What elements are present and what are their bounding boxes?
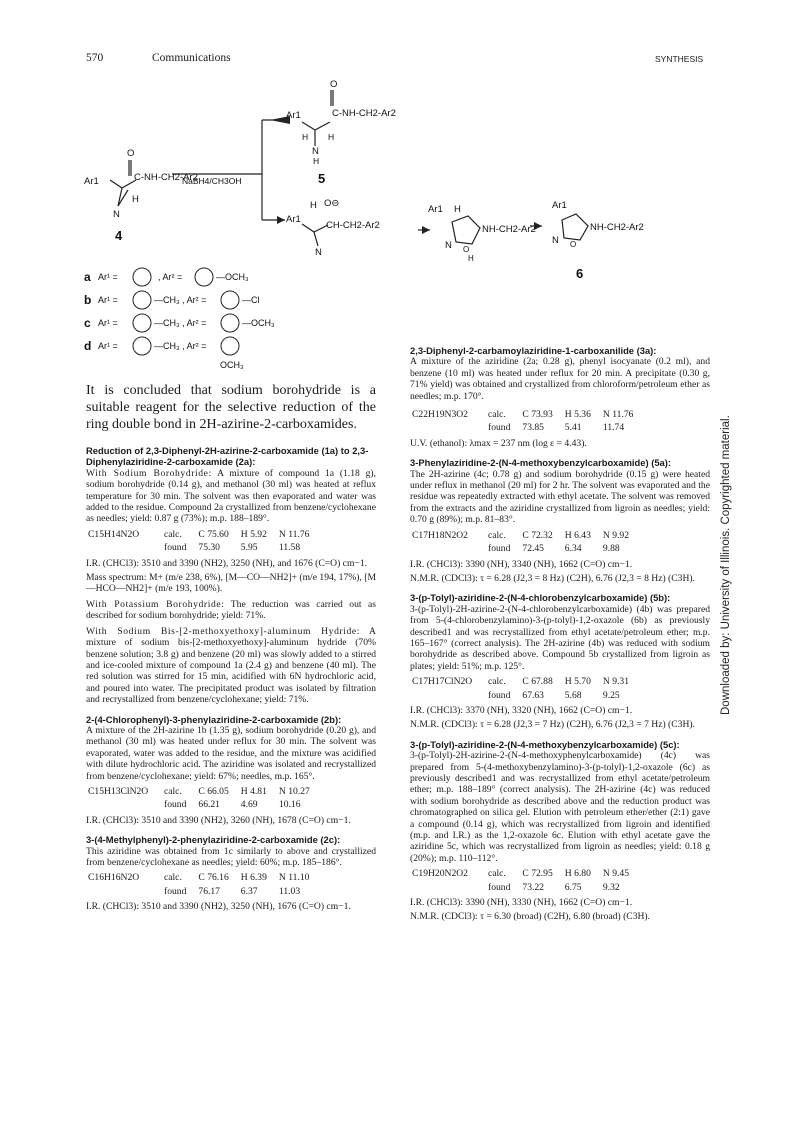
ir-2a: I.R. (CHCl3): 3510 and 3390 (NH2), 3250 (NH), and 1676 (C=O) cm−1. xyxy=(86,557,368,569)
svg-text:H: H xyxy=(302,132,309,142)
svg-text:O: O xyxy=(330,80,338,90)
running-section-title: Communications xyxy=(152,52,231,64)
section-title-5b: 3-(p-Tolyl)-aziridine-2-(N-4-chlorobenzylcarboxamide) (5b): xyxy=(410,592,671,604)
analysis-5c: C19H20N2O2 calc. C 72.95 H 6.80 N 9.45 found 73.22 6.75 9.32 xyxy=(412,868,630,893)
nmr-5b: N.M.R. (CDCl3): τ = 6.28 (J2,3 = 7 Hz) (C2H), 6.76 (J2,3 = 7 Hz) (C3H). xyxy=(410,719,695,731)
svg-text:—CH₃ , Ar² =: —CH₃ , Ar² = xyxy=(154,341,207,351)
svg-text:CH-CH2-Ar2: CH-CH2-Ar2 xyxy=(326,220,380,231)
svg-text:Ar¹ =: Ar¹ = xyxy=(98,341,118,351)
svg-text:4: 4 xyxy=(115,228,123,243)
svg-text:N: N xyxy=(113,209,120,220)
procedure-5b: 3-(p-Tolyl)-2H-azirine-2-(N-4-chlorobenzylcarboxamide) (4b) was prepared from 5-(4-chlorobenzylamino)-3-(p-tolyl)-1,2-oxazole (6b) as previously described1 and was recrystallized from ethyl acetate/petroleum ether; m.p. 165–167° (correct analysis). The 2H-azirine (4b) was reduced with sodium borohydride as described above. Compound 5b crystallized from ligroin as plates; yield: 51%; m.p. 125°. xyxy=(410,603,710,672)
svg-text:O⊖: O⊖ xyxy=(324,198,340,209)
ir-2b: I.R. (CHCl3): 3510 and 3390 (NH2), 3260 (NH), 1678 (C=O) cm−1. xyxy=(86,814,351,826)
svg-text:N: N xyxy=(445,240,452,251)
svg-text:H: H xyxy=(313,156,320,166)
analysis-3a: C22H19N3O2 calc. C 73.93 H 5.36 N 11.76 found 73.85 5.41 11.74 xyxy=(412,409,634,434)
procedure-2b: A mixture of the 2H-azirine 1b (1.35 g), sodium borohydride (0.20 g), and methanol (30 ml) was heated under reflux for 30 min. The solvent was evaporated, water was added to the residue, and the mixture was acidified with dilute hydrochloric acid. The aziridine was isolated and recrystallized from benzene/cyclohexane; yield: 67%; needles, m.p. 165°. xyxy=(86,724,376,782)
svg-text:d: d xyxy=(84,339,92,353)
procedure-2a-aluminum-hydride: With Sodium Bis-[2-methoxyethoxy]-aluminum Hydride: A mixture of sodium bis-[2-methoxyethoxy]-aluminum hydride (70% benzene solution; 3.8 g) and benzene (20 ml) was slowly added to a stirred and ice-cooled mixture of compound 1a (2.4 g) and benzene (40 ml). The red solution was stirred for 15 min, acidified with 6N hydrochloric acid, and poured into water. The precipitated product was isolated by filtration and recrystallized from benzene/cyclohexane; yield: 71%. xyxy=(86,625,376,706)
svg-text:Ar1: Ar1 xyxy=(286,214,301,225)
svg-text:H: H xyxy=(454,204,461,215)
procedure-5a: The 2H-azirine (4c; 0.78 g) and sodium borohydride (0.15 g) were heated under reflux in methanol (20 ml) for 2 hr. The solvent was evaporated and the residue was repeatedly extracted with ethyl acetate. The solvent was removed from the extracts and the aziridine crystallized from ligroin as needles; yield: 0.70 g (89%); m.p. 81–83°. xyxy=(410,468,710,526)
svg-text:N: N xyxy=(552,235,559,246)
svg-text:NH-CH2-Ar2: NH-CH2-Ar2 xyxy=(482,224,536,235)
conclusion-text: It is concluded that sodium borohydride is a suitable reagent for the selective reduction of the ring double bond in 2H-azirine-2-carboxamides. xyxy=(86,383,376,432)
nmr-5c: N.M.R. (CDCl3): τ = 6.30 (broad) (C2H), 6.80 (broad) (C3H). xyxy=(410,911,651,923)
svg-text:—CH₃ , Ar² =: —CH₃ , Ar² = xyxy=(154,318,207,328)
section-title-2a: Reduction of 2,3-Diphenyl-2H-azirine-2-carboxamide (1a) to 2,3-Diphenylaziridine-2-carboxamide (2a): xyxy=(86,445,369,468)
svg-text:Ar1: Ar1 xyxy=(84,176,99,187)
ir-5c: I.R. (CHCl3): 3390 (NH), 3330 (NH), 1662 (C=O) cm−1. xyxy=(410,897,633,909)
procedure-3a: A mixture of the aziridine (2a; 0.28 g), phenyl isocyanate (0.2 ml), and benzene (10 ml) was heated under reflux for 20 min. A precipitate (0.30 g, 71% yield) was obtained and crystallized from chloroform/petroleum ether as needles; m.p. 170°. xyxy=(410,356,710,402)
ir-5b: I.R. (CHCl3): 3370 (NH), 3320 (NH), 1662 (C=O) cm−1. xyxy=(410,704,633,716)
svg-text:Ar¹ =: Ar¹ = xyxy=(98,318,118,328)
svg-text:Ar¹ =: Ar¹ = xyxy=(98,272,118,282)
download-notice: Downloaded by: University of Illinois. Copyrighted material. xyxy=(720,415,732,715)
svg-text:N: N xyxy=(312,146,319,157)
ir-5a: I.R. (CHCl3): 3390 (NH), 3340 (NH), 1662 (C=O) cm−1. xyxy=(410,558,633,570)
svg-text:—OCH₃: —OCH₃ xyxy=(216,272,249,282)
svg-text:c: c xyxy=(84,316,91,330)
analysis-2a: C15H14N2O calc. C 75.60 H 5.92 N 11.76 found 75.30 5.95 11.58 xyxy=(88,528,310,554)
reaction-scheme xyxy=(70,80,670,370)
svg-text:Ar1: Ar1 xyxy=(286,110,301,121)
svg-text:O: O xyxy=(570,240,577,249)
svg-text:OCH₃: OCH₃ xyxy=(220,360,244,370)
svg-text:—OCH₃: —OCH₃ xyxy=(242,318,275,328)
section-title-5a: 3-Phenylaziridine-2-(N-4-methoxybenzylcarboxamide) (5a): xyxy=(410,457,671,469)
uv-3a: U.V. (ethanol): λmax = 237 nm (log ε = 4.43). xyxy=(410,437,587,449)
ir-2c: I.R. (CHCl3): 3510 and 3390 (NH2), 3250 (NH), 1676 (C=O) cm−1. xyxy=(86,901,351,913)
procedure-2a: With Sodium Borohydride: A mixture of compound 1a (1.18 g), sodium borohydride (0.14 g), and methanol (30 ml) was heated at reflux temperature for 30 min. The solvent was then evaporated and water was added to the residue. Compound 2a crystallized from benzene/cyclohexane as needles; yield: 0.87 g (73%); m.p. 188–189°. xyxy=(86,467,377,525)
section-title-3a: 2,3-Diphenyl-2-carbamoylaziridine-1-carboxanilide (3a): xyxy=(410,345,657,356)
section-title-5c: 3-(p-Tolyl)-aziridine-2-(N-4-methoxybenzylcarboxamide) (5c): xyxy=(410,738,680,750)
svg-text:Ar1: Ar1 xyxy=(552,200,567,211)
mass-spectrum-2a: Mass spectrum: M+ (m/e 238, 6%), [M—CO—NH2]+ (m/e 194, 17%), [M—HCO—NH2]+ (m/e 193, 100%). xyxy=(86,572,376,595)
svg-text:6: 6 xyxy=(576,266,584,281)
svg-text:H: H xyxy=(468,254,474,263)
section-title-2c: 3-(4-Methylphenyl)-2-phenylaziridine-2-carboxamide (2c): xyxy=(86,834,341,846)
procedure-5c: 3-(p-Tolyl)-2H-azirine-2-(N-4-methoxyphenylcarboxamide) (4c) was prepared from 5-(4-methoxybenzylamino)-3-(p-tolyl)-1,2-oxazole (6c) as previously described1 and was recrystallized from ethyl acetate/petroleum ether; m.p. 188–189° (correct analysis). The 2H-azirine (4c) was reduced with sodium borohydride as described above and the reduction product was chromatographed on silica gel. Elution with petroleum ether/ether (2:1) gave a compound (0.14 g), which was recrystallized from ligroin and identified (m.p. and I.R.) as the 1,2-oxazole 6c. Elution with ethyl acetate gave the aziridine 5c, which was recrystallized from ligroin as needles; yield: 0.18 g (20%); m.p. 110–112°. xyxy=(410,750,710,864)
journal-name: SYNTHESIS xyxy=(655,54,704,64)
svg-text:H: H xyxy=(328,132,335,142)
svg-text:—CH₃ , Ar² =: —CH₃ , Ar² = xyxy=(154,295,207,305)
svg-text:NaBH4/CH3OH: NaBH4/CH3OH xyxy=(182,176,242,186)
svg-text:5: 5 xyxy=(318,171,326,186)
svg-text:H: H xyxy=(310,200,317,211)
svg-text:C-NH-CH2-Ar2: C-NH-CH2-Ar2 xyxy=(134,172,198,183)
svg-text:a: a xyxy=(84,270,91,284)
analysis-2c: C16H16N2O calc. C 76.16 H 6.39 N 11.10 found 76.17 6.37 11.03 xyxy=(88,872,310,897)
svg-text:Ar1: Ar1 xyxy=(428,204,443,215)
procedure-2a-kbh4: With Potassium Borohydride: The reduction was carried out as described for sodium borohydride; yield: 71%. xyxy=(86,598,376,622)
svg-text:, Ar² =: , Ar² = xyxy=(158,272,183,282)
section-title-2b: 2-(4-Chlorophenyl)-3-phenylaziridine-2-carboxamide (2b): xyxy=(86,713,342,725)
nmr-5a: N.M.R. (CDCl3): τ = 6.28 (J2,3 = 8 Hz) (C2H), 6.76 (J2,3 = 8 Hz) (C3H). xyxy=(410,572,695,584)
analysis-5a: C17H18N2O2 calc. C 72.32 H 6.43 N 9.92 found 72.45 6.34 9.88 xyxy=(412,529,630,555)
analysis-5b: C17H17ClN2O calc. C 67.88 H 5.70 N 9.31 found 67.63 5.68 9.25 xyxy=(412,676,630,701)
svg-text:N: N xyxy=(315,247,322,258)
procedure-2c: This aziridine was obtained from 1c similarly to above and crystallized from benzene/cyclohexane as needles; yield: 60%; m.p. 185–186°. xyxy=(86,845,376,868)
right-column xyxy=(410,340,710,923)
analysis-2b: C15H13ClN2O calc. C 66.05 H 4.81 N 10.27 found 66.21 4.69 10.16 xyxy=(88,785,310,811)
svg-text:b: b xyxy=(84,293,92,307)
svg-text:Ar¹ =: Ar¹ = xyxy=(98,295,118,305)
svg-text:O: O xyxy=(127,148,135,159)
svg-text:C-NH-CH2-Ar2: C-NH-CH2-Ar2 xyxy=(332,108,396,119)
page-number: 570 xyxy=(86,52,104,64)
svg-text:—Cl: —Cl xyxy=(242,295,260,305)
svg-text:H: H xyxy=(132,194,139,205)
svg-text:NH-CH2-Ar2: NH-CH2-Ar2 xyxy=(590,222,644,233)
svg-text:O: O xyxy=(463,245,470,254)
left-column xyxy=(86,382,376,913)
